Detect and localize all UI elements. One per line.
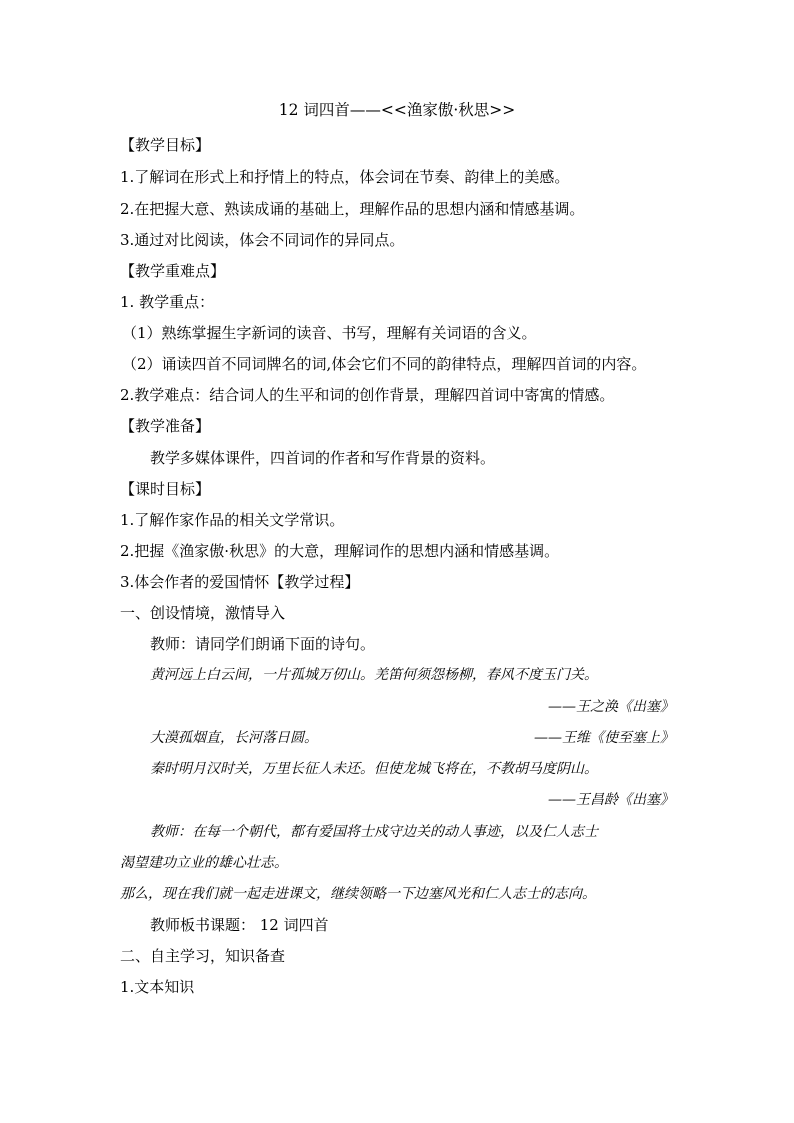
poem-author: ——王昌龄《出塞》 <box>548 792 674 808</box>
teacher-line: 渴望建功立业的雄心壮志。 <box>120 855 288 871</box>
teacher-line: 教师：请同学们朗诵下面的诗句。 <box>150 635 376 653</box>
prep-heading: 【教学准备】 <box>120 417 211 435</box>
goal-item: 3.通过对比阅读，体会不同词作的异同点。 <box>120 231 405 249</box>
board-title: 教师板书课题： 12 词四首 <box>150 916 329 934</box>
goal-item: 1.了解词在形式上和抒情上的特点，体会词在节奏、韵律上的美感。 <box>120 168 570 186</box>
page-title: 12 词四首——<<渔家傲·秋思>> <box>278 101 516 119</box>
step-heading: 一、创设情境，激情导入 <box>120 604 286 622</box>
sub-heading: 1.文本知识 <box>120 978 195 996</box>
step-heading: 二、自主学习，知识备查 <box>120 947 286 965</box>
lesson-goal: 1.了解作家作品的相关文学常识。 <box>120 511 345 529</box>
teacher-line: 那么，现在我们就一起走进课文，继续领略一下边塞风光和仁人志士的志向。 <box>120 886 596 902</box>
poem-line: 黄河远上白云间，一片孤城万仞山。羌笛何须怨杨柳，春风不度玉门关。 <box>150 667 598 683</box>
poem-line: 秦时明月汉时关，万里长征人未还。但使龙城飞将在，不教胡马度阴山。 <box>150 761 598 777</box>
key-point: 1. 教学重点： <box>120 293 215 311</box>
lesson-goal: 3.体会作者的爱国情怀【教学过程】 <box>120 573 360 591</box>
key-subpoint: （1）熟练掌握生字新词的读音、书写，理解有关词语的含义。 <box>122 324 537 342</box>
key-heading: 【教学重难点】 <box>120 262 226 280</box>
goal-item: 2.在把握大意、熟读成诵的基础上，理解作品的思想内涵和情感基调。 <box>120 200 585 218</box>
prep-text: 教学多媒体课件，四首词的作者和写作背景的资料。 <box>150 449 496 467</box>
difficulty-point: 2.教学难点：结合词人的生平和词的创作背景，理解四首词中寄寓的情感。 <box>120 386 615 404</box>
poem-author: ——王维《使至塞上》 <box>534 730 674 746</box>
poem-line: 大漠孤烟直，长河落日圆。 <box>150 730 318 746</box>
poem-author: ——王之涣《出塞》 <box>548 699 674 715</box>
lesson-heading: 【课时目标】 <box>120 480 211 498</box>
teacher-line: 教师：在每一个朝代，都有爱国将士戍守边关的动人事迹，以及仁人志士 <box>150 824 598 840</box>
key-subpoint: （2）诵读四首不同词牌名的词,体会它们不同的韵律特点，理解四首词的内容。 <box>122 355 647 373</box>
lesson-goal: 2.把握《渔家傲·秋思》的大意，理解词作的思想内涵和情感基调。 <box>120 542 560 560</box>
goals-heading: 【教学目标】 <box>120 136 211 154</box>
